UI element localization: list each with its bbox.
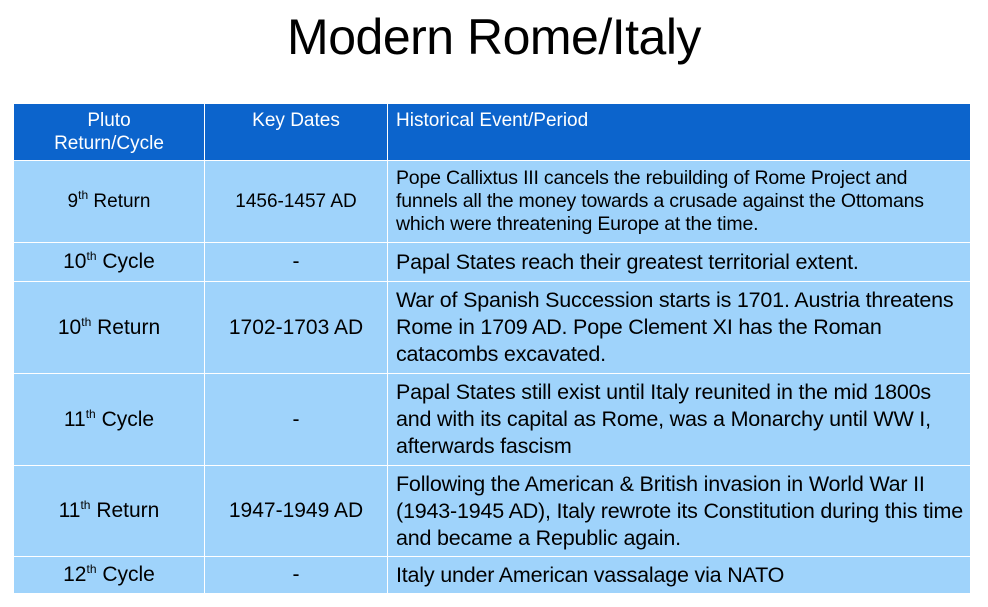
cycle-number: 10 [57, 315, 82, 339]
header-pluto-cycle [14, 104, 205, 161]
cycle-kind: Cycle [102, 250, 155, 273]
cycle-number: 12 [63, 563, 87, 586]
cell-event: Italy under American vassalage via NATO [388, 557, 971, 594]
table-row [14, 282, 971, 374]
table-row [14, 557, 971, 594]
cell-event: Papal States still exist until Italy reunited in the mid 1800s and with its capital as Rome, was a Monarchy until WW I, afterwards fascism [388, 374, 971, 466]
page-title: Modern Rome/Italy [287, 9, 701, 65]
cycle-suffix: th [86, 249, 97, 263]
cell-event: War of Spanish Succession starts is 1701. Austria threatens Rome in 1709 AD. Pope Clement XI has the Roman catacombs excavated. [388, 282, 971, 374]
cell-pluto-cycle [14, 161, 205, 243]
header-historical-event: Historical Event/Period [388, 104, 971, 161]
cell-pluto-cycle [14, 282, 205, 374]
cycle-number: 11 [63, 407, 86, 431]
cycle-number: 9 [67, 190, 79, 212]
cycle-kind: Return [97, 315, 161, 339]
cycle-suffix: th [78, 187, 89, 202]
table-row [14, 466, 971, 557]
header-key-dates: Key Dates [205, 104, 388, 161]
cell-event: Pope Callixtus III cancels the rebuilding of Rome Project and funnels all the money towards a crusade against the Ottomans which were threatening Europe at the time. [388, 161, 971, 243]
table-row [14, 243, 971, 282]
cycle-kind: Cycle [101, 407, 155, 431]
cycle-suffix: th [80, 498, 91, 512]
cell-key-dates: 1947-1949 AD [205, 466, 388, 557]
cycle-kind: Return [93, 190, 151, 212]
cycle-number: 11 [58, 499, 81, 522]
table-row [14, 374, 971, 466]
cell-pluto-cycle [14, 243, 205, 282]
cycle-suffix: th [85, 406, 96, 421]
cell-key-dates: 1702-1703 AD [205, 282, 388, 374]
cell-pluto-cycle [14, 466, 205, 557]
cell-pluto-cycle [14, 374, 205, 466]
cycle-kind: Cycle [102, 563, 155, 586]
cell-event: Following the American & British invasion in World War II (1943-1945 AD), Italy rewrote its Constitution during this time and became a Republic again. [388, 466, 971, 557]
cell-event: Papal States reach their greatest territorial extent. [388, 243, 971, 282]
cycle-suffix: th [86, 562, 97, 576]
cycle-kind: Return [96, 499, 160, 522]
cell-key-dates: - [205, 557, 388, 594]
table-header-row [14, 104, 971, 161]
cell-key-dates: - [205, 243, 388, 282]
cycle-suffix: th [81, 314, 92, 329]
timeline-table [13, 103, 971, 594]
cell-pluto-cycle [14, 557, 205, 594]
header-pluto-line1: Pluto [87, 110, 131, 131]
table-row [14, 161, 971, 243]
cycle-number: 10 [63, 250, 87, 273]
cell-key-dates: - [205, 374, 388, 466]
cell-key-dates: 1456-1457 AD [205, 161, 388, 243]
header-pluto-line2: Return/Cycle [54, 133, 164, 154]
